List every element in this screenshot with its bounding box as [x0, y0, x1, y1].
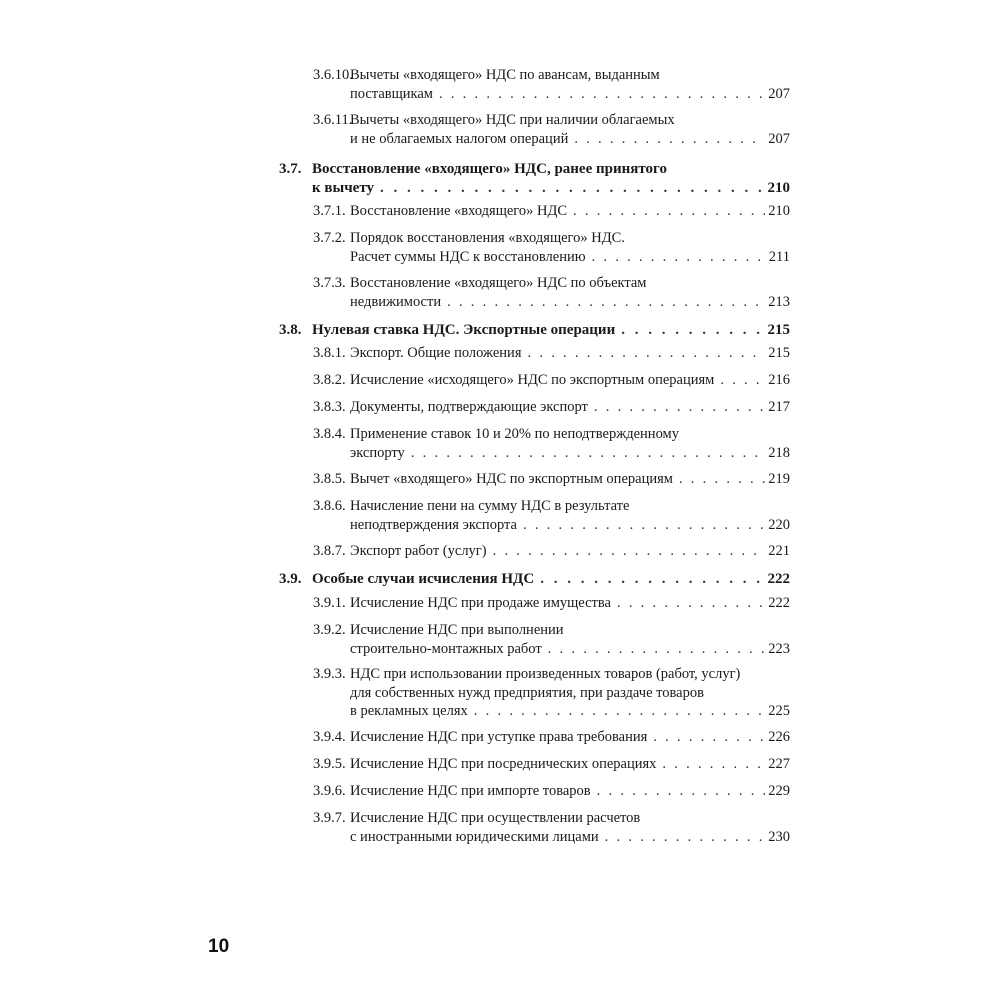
dot-leader [523, 516, 765, 535]
dot-leader [679, 470, 765, 489]
entry-last-line [312, 179, 790, 198]
entry-title-line: Исчисление НДС при уступке права требования [350, 729, 648, 745]
entry-body [350, 398, 790, 417]
entry-page-number: 227 [768, 756, 790, 772]
entry-title-line: неподтверждения экспорта [350, 516, 517, 533]
entry-body [350, 344, 790, 363]
entry-body [350, 728, 790, 747]
toc-entry-3-7-1 [313, 202, 790, 221]
entry-page-number: 222 [768, 595, 790, 611]
section-page-number: 215 [767, 322, 790, 338]
entry-body [350, 425, 790, 462]
toc-entry-3-9-6 [313, 782, 790, 801]
toc-entry-3-9-3 [313, 665, 790, 721]
dot-leader [574, 130, 765, 149]
entry-title-line: Восстановление «входящего» НДС [350, 203, 568, 219]
entry-last-line [350, 248, 790, 267]
entry-page-number: 225 [768, 703, 790, 719]
dot-leader [439, 85, 765, 104]
entry-page-number: 217 [768, 399, 790, 415]
entry-page-number: 213 [768, 293, 790, 310]
entry-title-line: Исчисление НДС при осуществлении расчетов [350, 810, 641, 826]
dot-leader [621, 321, 764, 340]
entry-title-line: Применение ставок 10 и 20% по неподтвержденному [350, 426, 679, 442]
toc-section-3-8 [279, 321, 790, 340]
entry-number: 3.8.2. [313, 372, 346, 388]
section-title-line: Нулевая ставка НДС. Экспортные операции [312, 322, 616, 338]
entry-body [350, 274, 790, 311]
entry-page-number: 216 [768, 372, 790, 388]
dot-leader [380, 179, 765, 198]
dot-leader [528, 344, 766, 363]
toc-section-3-9 [279, 570, 790, 589]
entry-last-line [350, 371, 790, 390]
entry-body [350, 202, 790, 221]
toc-entry-3-6-11 [313, 111, 790, 148]
entry-title-line: Восстановление «входящего» НДС по объектам [350, 275, 647, 291]
entry-title-line: Исчисление НДС при посреднических операциях [350, 756, 657, 772]
entry-body [350, 755, 790, 774]
entry-last-line [350, 293, 790, 312]
entry-last-line [350, 702, 790, 721]
entry-page-number: 210 [768, 203, 790, 219]
dot-leader [411, 444, 765, 463]
entry-title-line: Вычет «входящего» НДС по экспортным операциям [350, 471, 673, 487]
section-number: 3.8. [279, 322, 302, 338]
dot-leader [617, 594, 765, 613]
entry-last-line [350, 470, 790, 489]
entry-last-line [350, 398, 790, 417]
dot-leader [573, 202, 765, 221]
entry-page-number: 207 [768, 130, 790, 147]
entry-number: 3.9.3. [313, 666, 346, 682]
entry-title-line: Исчисление «исходящего» НДС по экспортным операциям [350, 372, 715, 388]
entry-title-line: с иностранными юридическими лицами [350, 828, 599, 845]
entry-body [350, 665, 790, 721]
entry-page-number: 211 [768, 248, 790, 265]
entry-page-number: 218 [768, 444, 790, 461]
entry-body [312, 570, 790, 589]
entry-title-line: Начисление пени на сумму НДС в результате [350, 498, 630, 514]
entry-page-number: 221 [768, 543, 790, 559]
dot-leader [605, 828, 766, 847]
dot-leader [447, 293, 765, 312]
entry-last-line [350, 640, 790, 659]
dot-leader [662, 755, 765, 774]
entry-body [350, 809, 790, 846]
toc-entry-3-8-2 [313, 371, 790, 390]
toc-entry-3-6-10 [313, 66, 790, 103]
entry-last-line [350, 728, 790, 747]
entry-title-line: Экспорт работ (услуг) [350, 543, 487, 559]
entry-body [312, 321, 790, 340]
toc-entry-3-9-1 [313, 594, 790, 613]
entry-last-line [350, 782, 790, 801]
entry-page-number: 219 [768, 471, 790, 487]
entry-page-number: 226 [768, 729, 790, 745]
entry-number: 3.7.3. [313, 275, 346, 291]
section-number: 3.7. [279, 161, 302, 177]
entry-body [350, 470, 790, 489]
entry-number: 3.8.6. [313, 498, 346, 514]
entry-number: 3.9.5. [313, 756, 346, 772]
dot-leader [548, 640, 766, 659]
entry-last-line [350, 444, 790, 463]
entry-title-line: Экспорт. Общие положения [350, 345, 522, 361]
entry-number: 3.8.7. [313, 543, 346, 559]
entry-page-number: 215 [768, 345, 790, 361]
entry-title-line: Вычеты «входящего» НДС по авансам, выданным [350, 67, 660, 83]
section-title-line: Особые случаи исчисления НДС [312, 571, 535, 587]
section-title-line: Восстановление «входящего» НДС, ранее принятого [312, 161, 667, 177]
toc-entry-3-8-7 [313, 542, 790, 561]
toc-entry-3-8-3 [313, 398, 790, 417]
entry-number: 3.9.2. [313, 622, 346, 638]
entry-page-number: 207 [768, 85, 790, 102]
entry-body [350, 229, 790, 266]
page-number: 10 [208, 936, 230, 957]
dot-leader [592, 248, 766, 267]
toc-entry-3-8-4 [313, 425, 790, 462]
dot-leader [474, 702, 765, 721]
section-page-number: 222 [767, 571, 790, 587]
entry-number: 3.8.3. [313, 399, 346, 415]
toc-entry-3-8-6 [313, 497, 790, 534]
dot-leader [540, 570, 764, 589]
entry-number: 3.9.1. [313, 595, 346, 611]
entry-page-number: 220 [768, 516, 790, 533]
entry-page-number: 229 [768, 783, 790, 799]
entry-title-line: экспорту [350, 444, 405, 461]
dot-leader [594, 398, 765, 417]
entry-body [350, 66, 790, 103]
entry-number: 3.7.2. [313, 230, 346, 246]
entry-title-line: поставщикам [350, 85, 433, 102]
entry-number: 3.8.4. [313, 426, 346, 442]
entry-page-number: 230 [768, 828, 790, 845]
entry-last-line [312, 321, 790, 340]
entry-last-line [350, 542, 790, 561]
entry-title-line: недвижимости [350, 293, 442, 310]
entry-body [350, 111, 790, 148]
entry-title-line: Исчисление НДС при выполнении [350, 622, 564, 638]
entry-body [312, 160, 790, 197]
entry-title-line: Порядок восстановления «входящего» НДС. [350, 230, 625, 246]
section-number: 3.9. [279, 571, 302, 587]
entry-number: 3.8.1. [313, 345, 346, 361]
dot-leader [493, 542, 766, 561]
entry-title-line: НДС при использовании произведенных товаров (работ, услуг) [350, 666, 741, 682]
entry-body [350, 542, 790, 561]
entry-last-line [350, 828, 790, 847]
entry-number: 3.9.4. [313, 729, 346, 745]
entry-last-line [312, 570, 790, 589]
entry-title-line: Расчет суммы НДС к восстановлению [350, 248, 586, 265]
entry-number: 3.6.10. [313, 67, 353, 83]
entry-title-line: для собственных нужд предприятия, при раздаче товаров [350, 684, 704, 701]
entry-title-line: и не облагаемых налогом операций [350, 130, 569, 147]
entry-title-line: в рекламных целях [350, 703, 468, 719]
entry-body [350, 594, 790, 613]
entry-title-line: строительно-монтажных работ [350, 640, 542, 657]
entry-title-line: Документы, подтверждающие экспорт [350, 399, 588, 415]
entry-last-line [350, 755, 790, 774]
entry-title-line: Исчисление НДС при продаже имущества [350, 595, 611, 611]
entry-body [350, 782, 790, 801]
dot-leader [720, 371, 765, 390]
entry-number: 3.9.7. [313, 810, 346, 826]
entry-body [350, 497, 790, 534]
entry-number: 3.9.6. [313, 783, 346, 799]
section-title-line: к вычету [312, 179, 374, 196]
entry-last-line [350, 344, 790, 363]
entry-number: 3.7.1. [313, 203, 346, 219]
entry-title-line: Вычеты «входящего» НДС при наличии облагаемых [350, 112, 675, 128]
entry-last-line [350, 516, 790, 535]
toc-entry-3-8-1 [313, 344, 790, 363]
entry-number: 3.8.5. [313, 471, 346, 487]
entry-number: 3.6.11. [313, 112, 353, 128]
entry-last-line [350, 130, 790, 149]
dot-leader [653, 728, 765, 747]
toc-section-3-7 [279, 160, 790, 197]
entry-body [350, 621, 790, 658]
toc-entry-3-7-2 [313, 229, 790, 266]
section-page-number: 210 [767, 179, 790, 196]
toc-entry-3-8-5 [313, 470, 790, 489]
entry-last-line [350, 594, 790, 613]
toc-entry-3-7-3 [313, 274, 790, 311]
entry-page-number: 223 [768, 640, 790, 657]
entry-last-line [350, 85, 790, 104]
entry-title-line: Исчисление НДС при импорте товаров [350, 783, 591, 799]
toc-entry-3-9-4 [313, 728, 790, 747]
toc-entry-3-9-2 [313, 621, 790, 658]
dot-leader [597, 782, 766, 801]
toc-entry-3-9-7 [313, 809, 790, 846]
entry-body [350, 371, 790, 390]
toc-entry-3-9-5 [313, 755, 790, 774]
entry-last-line [350, 202, 790, 221]
